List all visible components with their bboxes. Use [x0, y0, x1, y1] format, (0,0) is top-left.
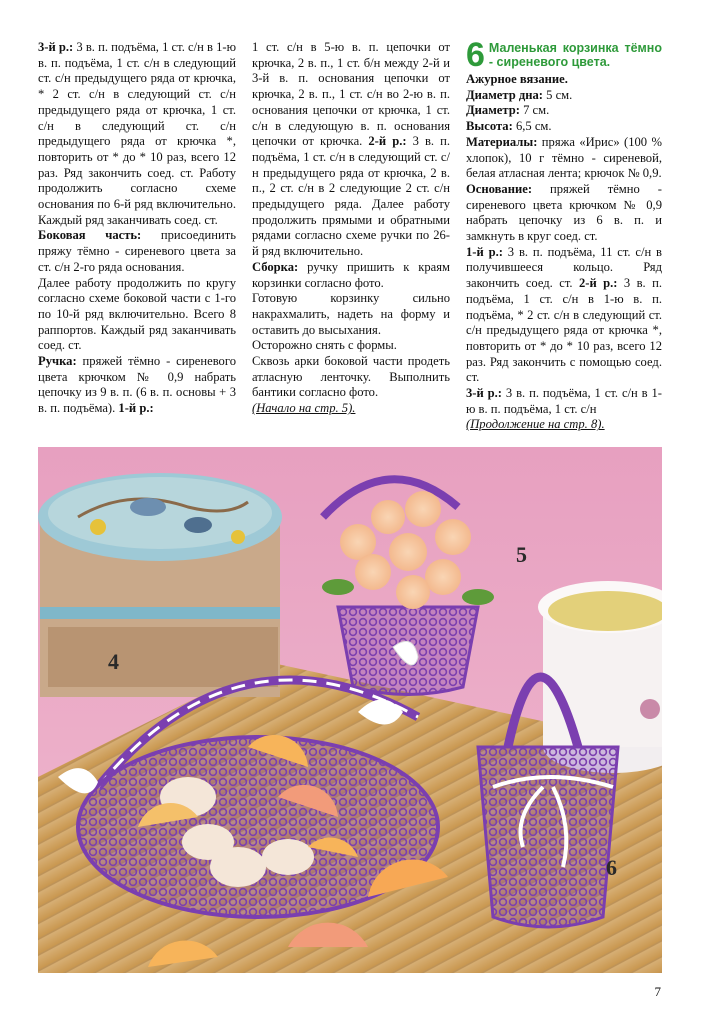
- section-heading: Основание:: [466, 181, 533, 196]
- spec-value: 7 см.: [519, 103, 550, 118]
- paragraph: [466, 119, 662, 135]
- project-number: 6: [466, 36, 485, 74]
- paragraph: [466, 72, 662, 88]
- paragraph: [38, 228, 236, 275]
- text: пряжей тёмно - сиреневого цвета крючком № 0,9 набрать цепочку из 9 в. п. (6 в. п. основы + 3 в. п. подъёма).: [38, 354, 236, 416]
- text: 3 в. п. подъёма, 1 ст. с/н в 1-ю в. п. подъёма, * 2 ст. с/н в следующий ст. с/н предыдущего ряда от крючка *, повторить от * до * 10 раз, всего 12 раз. Ряд закончить с помощью соед. ст.: [466, 276, 662, 385]
- paragraph: [466, 88, 662, 104]
- text: ручку пришить к краям корзинки согласно фото.: [252, 259, 450, 290]
- tea-cup: [538, 581, 662, 773]
- page-reference-link[interactable]: (Начало на стр. 5).: [252, 401, 356, 416]
- spec-label: Диаметр:: [466, 103, 520, 118]
- section-heading: Сборка:: [252, 259, 299, 274]
- text: 1 ст. с/н в 5-ю в. п. цепочки от крючка, 2 в. п., 1 ст. б/н между 2-й и 3-й в. п. основания цепочки от крючка, 2 в. п., 1 ст. с/н во 2-ю в. п. основания цепочки от крючка, 1 ст. с/н в следующую в. п. основания цепочки от крючка.: [252, 40, 450, 149]
- section-heading: Материалы:: [466, 134, 538, 149]
- text: Осторожно снять с формы.: [252, 338, 397, 353]
- text: 3 в. п. подъёма, 1 ст. с/н в 1-ю в. п. подъёма, 1 ст. с/н: [466, 386, 662, 416]
- text: 3 в. п. подъёма, 11 ст. с/н в получившееся кольцо. Ряд закончить соед. ст.: [466, 244, 663, 291]
- paragraph: [466, 417, 662, 433]
- section-heading: Ручка:: [38, 354, 77, 369]
- text: пряжей тёмно - сиреневого цвета крючком № 0,9 набрать цепочку из 6 в. п. и замкнуть в круг соед. ст.: [466, 181, 662, 244]
- text: присоединить пряжу тёмно - сиреневого цвета за ст. с/н 2-го ряда основания.: [38, 228, 236, 274]
- text: 3 в. п. подъёма, 1 ст. с/н в 1-ю в. п. подъёма, 1 ст. с/н в следующий ст. с/н предыдущего ряда от крючка, * 2 ст. с/н в следующий ст. с/н предыдущего ряда от крючка, 1 ст. с/н в следующий ст. с/н предыдущего ряда от крючка *, повторить от * до * 10 раз, всего 12 раз. Ряд закончить соед. ст. Работу продолжить согласно схеме основания по 6-й ряд включительно. Каждый ряд заканчивать соед. ст.: [38, 40, 236, 227]
- baskets-photo: [38, 447, 662, 973]
- paragraph: [466, 245, 662, 386]
- row-heading: 3-й р.:: [38, 40, 74, 54]
- technique-label: Ажурное вязание.: [466, 72, 568, 86]
- spec-value: 6,5 см.: [512, 119, 552, 134]
- row-heading: 2-й р.:: [362, 134, 407, 149]
- photo-label-5: 5: [516, 542, 527, 567]
- paragraph: [466, 386, 662, 417]
- paragraph: [252, 401, 450, 417]
- text: Далее работу продолжить по кругу согласно схеме боковой части с 1-го по 10-й ряд включительно. Всего 8 раппортов. Каждый ряд заканчивать соед. ст.: [38, 275, 236, 353]
- text: Сквозь арки боковой части продеть атласную ленточку. Выполнить бантики согласно фото.: [252, 354, 450, 400]
- section-heading: Боковая часть:: [38, 228, 142, 243]
- decorative-box: [38, 473, 282, 697]
- project-title: Маленькая корзинка тёмно - сиреневого цвета.: [488, 41, 662, 69]
- row-heading: 2-й р.:: [572, 276, 618, 291]
- spec-label: Диаметр дна:: [466, 87, 543, 102]
- spec-label: Высота:: [466, 119, 513, 134]
- spec-value: 5 см.: [543, 87, 573, 102]
- photo-label-4: 4: [108, 649, 119, 674]
- project-header: [466, 36, 662, 74]
- text: Готовую корзинку сильно накрахмалить, надеть на форму и оставить до высыхания.: [252, 291, 450, 337]
- paragraph: [252, 354, 450, 401]
- paragraph: [252, 40, 450, 260]
- row-heading: 1-й р.:: [466, 244, 503, 259]
- paragraph: [252, 260, 450, 291]
- row-heading: 1-й р.:: [115, 401, 154, 416]
- text-column-2: [252, 40, 450, 417]
- page-number: 7: [654, 984, 661, 999]
- paragraph: [466, 103, 662, 119]
- paragraph: [466, 182, 662, 245]
- paragraph: [38, 40, 236, 228]
- paragraph: [252, 338, 450, 354]
- paragraph: [38, 354, 236, 417]
- text: пряжа «Ирис» (100 % хлопок), 10 г тёмно - сиреневой, белая атласная лента; крючок № 0,9.: [466, 134, 662, 181]
- paragraph: [252, 291, 450, 338]
- page-reference-link[interactable]: (Продолжение на стр. 8).: [466, 417, 605, 432]
- text-column-1: [38, 40, 236, 417]
- photo-label-6: 6: [606, 855, 617, 880]
- text: 3 в. п. подъёма, 1 ст. с/н в следующий ст. с/н предыдущего ряда от крючка, 2 в. п., 2 ст. с/н в 2 следующие 2 ст. с/н предыдущего ряда. Далее работу продолжить прямыми и обратными рядами согласно схеме ручки по 26-й ряд включительно.: [252, 134, 450, 259]
- row-heading: 3-й р.:: [466, 386, 502, 401]
- text-column-3: [466, 36, 663, 433]
- paragraph: [38, 276, 236, 355]
- paragraph: [466, 135, 662, 182]
